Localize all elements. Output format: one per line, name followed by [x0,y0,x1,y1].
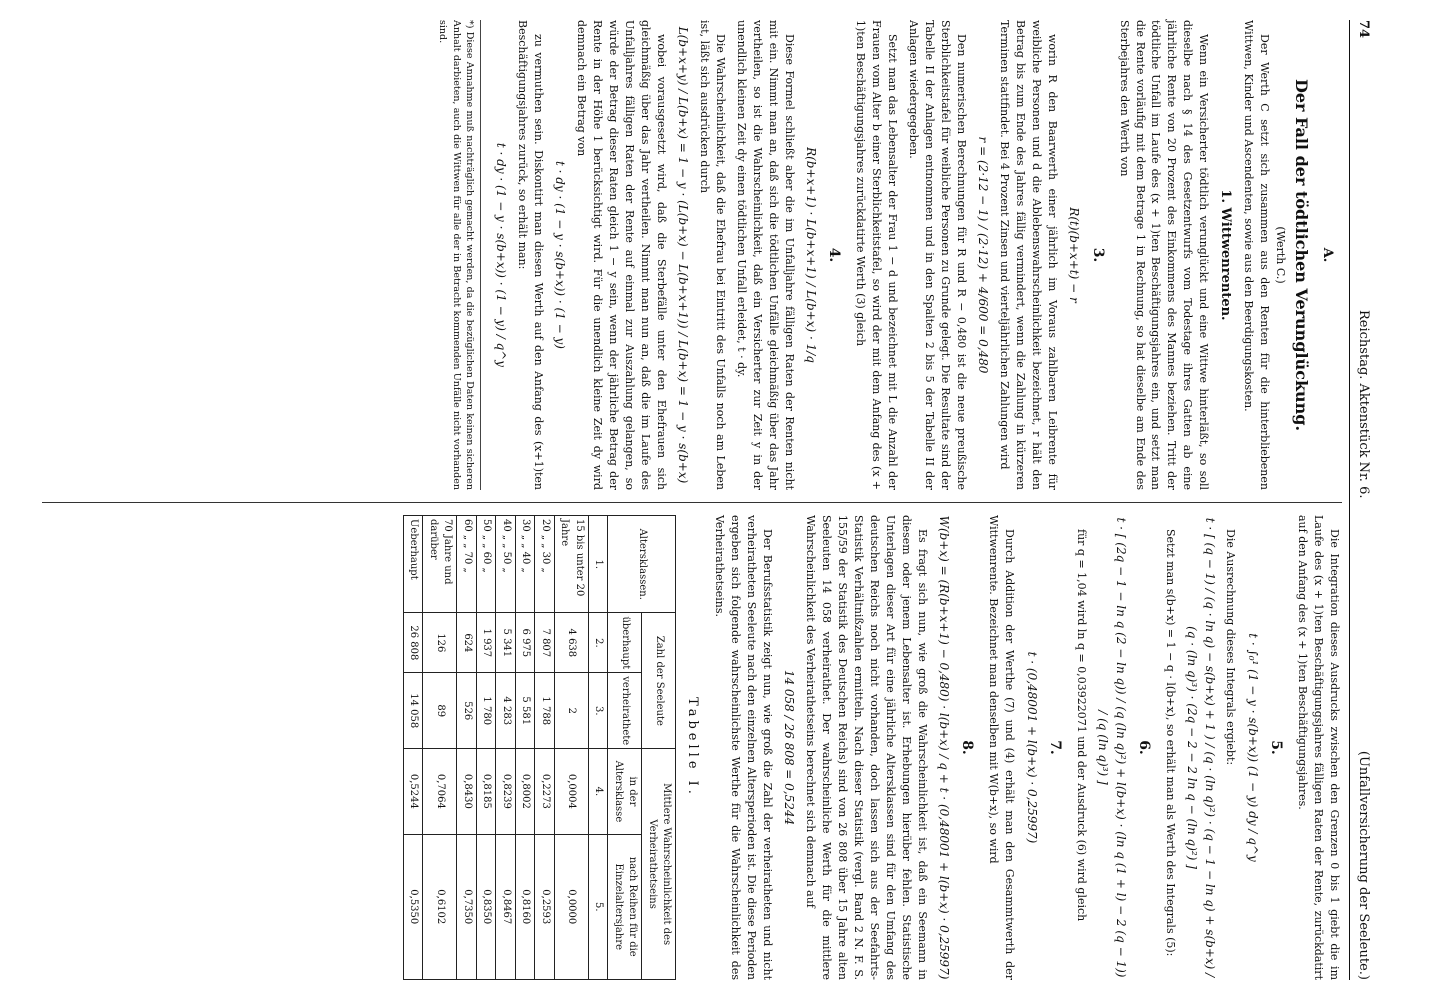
paragraph: Diese Formel schließt aber die im Unfalljahre fälligen Raten der Renten nicht mit ein. Nimmt man an, daß sich die tödtlichen Unfälle gleichmäßig über das Jahr vertheilen, so ist die Wahrscheinlichkeit, daß ein Versicherter zur Zeit y in der unendlich kleinen Zeit dy einen tödtlichen Unfall erleidet, t · dy. [734,20,796,490]
table-cell: 0,2273 [535,749,555,834]
paragraph: Der Berufsstatistik zeigt nun, wie groß die Zahl der verheiratheten und nicht verheiratheten Seeleute nach den einzelnen Altersperioden ist. Die diese Perioden ergeben sich folgende wahrscheinlichste Werthe für die Wahrscheinlichkeit des Verheirathetseins. [712,515,774,980]
paragraph: zu vermuthen sein. Diskontirt man diesen Werth auf den Anfang des (x+1)ten Beschäftigungsjahres zurück, so erhält man: [515,20,545,490]
table-cell: 40 „ „ 50 „ [496,516,516,613]
paragraph: Durch Addition der Werthe (7) und (4) erhält man den Gesammtwerth der Wittwenrente. Bezeichnet man denselben mit W(b+x), so wird [987,515,1017,980]
table-cell: 4 638 [554,613,588,673]
table-cell: 0,7064 [423,749,457,834]
paragraph: Setzt man das Lebensalter der Frau 1 − d und bezeichnet mit L die Anzahl der Frauen vom Alter b einer Sterblichkeitstafel, so wird der mit dem Anfang des (x + 1)ten Beschäftigungsjahres zurückdatirte Werth (3) gleich [854,20,900,490]
table-cell: 5 581 [515,673,535,749]
table-cell: 60 „ „ 70 „ [457,516,477,613]
running-head [1349,20,1372,980]
table-row [496,516,516,980]
table-cell: 126 [423,613,457,673]
table-cell: Ueberhaupt [403,516,423,613]
equation-number: 6. [1135,740,1152,755]
table-cell: 0,8002 [515,749,535,834]
table-cell: 624 [457,613,477,673]
table-cell: 0,8160 [515,834,535,979]
right-column [403,515,1342,980]
page-number: 74 [1356,20,1371,39]
table-header-group: Zahl der Seeleute [642,613,676,749]
footnote: *) Diese Annahme muß nachträglich gemacht werden, da die bezüglichen Daten keinen sicheren Anhalt darbieten, auch die Wittwen für alle der in Betracht kommenden Unfälle nicht vorhanden sind. [435,20,481,490]
table-cell: 0,8467 [496,834,516,979]
table-cell: 30 „ „ 40 „ [515,516,535,613]
formula: 14 058 / 26 808 = 0,5244 [782,669,797,826]
paragraph: Der Werth C setzt sich zusammen aus den Renten für die hinterbliebenen Wittwen, Kinder und Ascendenten, sowie aus den Beerdigungskosten. [1242,20,1272,490]
table-cell: 0,0004 [554,749,588,834]
column-number: 2. [588,613,608,673]
table-cell: 0,8185 [476,749,496,834]
table-cell: 1 788 [535,673,555,749]
table-cell: 1 780 [476,673,496,749]
table-row [457,516,477,980]
table-cell: 0,8239 [496,749,516,834]
table-cell: 14 058 [403,673,423,749]
table-cell: 2 [554,673,588,749]
running-head-title: Reichstag. Aktenstück Nr. 6. [1356,310,1371,499]
paragraph: Die Wahrscheinlichkeit, daß die Ehefrau bei Eintritt des Unfalls noch am Leben ist, läßt sich ausdrücken durch [697,20,727,490]
section-note: (Werth C.) [1273,226,1287,284]
table-cell: 20 „ „ 30 „ [535,516,555,613]
section-title: Der Fall der tödtlichen Verunglückung. [1292,78,1312,432]
column-number: 1. [588,516,608,613]
equation-number: 5. [1268,740,1285,755]
data-table [403,515,677,980]
formula: L(b+x+y) / L(b+x) = 1 − y · (L(b+x) − L(b+x+1)) / L(b+x) = 1 − y · s(b+x) [675,26,690,484]
table-cell: 50 „ „ 60 „ [476,516,496,613]
paragraph: für q = 1,04 wird ln q = 0,03922071 und der Ausdruck (6) wird gleich [1074,529,1088,922]
table-total-row [403,516,423,980]
table-header-mean: Mittlere Wahrscheinlichkeit des Verheirathetseins [642,749,676,980]
section-letter: A. [1320,247,1335,263]
table-cell: 89 [423,673,457,749]
paragraph: Setzt man s(b+x) = 1 − q · l(b+x), so erhält man als Werth des Integrals (5): [1163,529,1177,957]
table-header-age: Altersklassen. [608,516,676,613]
table-cell: 0,5244 [403,749,423,834]
table-cell: 0,7350 [457,834,477,979]
column-number: 4. [588,749,608,834]
formula: t · [ (2q − 1 − ln q (2 − ln q)) / (q (ln q)²) + l(b+x) · (ln q (1 + l) − 2 (q − 1)) / (q (ln q)³) ] [1096,517,1128,978]
column-number: 3. [588,673,608,749]
formula: t · (0,48001 + l(b+x) · 0,25997) [1024,651,1039,844]
formula: t · ∫₀¹ (1 − y · s(b+x)) (1 − y) dy / q^y [1245,633,1260,862]
equation-number: 7. [1046,740,1063,755]
paragraph: Den numerischen Berechnungen für R und R − 0,480 ist die neue preußische Sterblichkeitstafel für weibliche Personen zu Grunde gelegt. Die Resultate sind der Tabelle II der Anlagen entnommen und in den Spalten 2 bis 5 der Tabelle II der Anlagen wiedergegeben. [907,20,968,490]
table-cell: 1 937 [476,613,496,673]
table-cell: 4 283 [496,673,516,749]
table-header-mean-single: nach Reihen für die Einzelaltersjahre [608,834,642,979]
equation-number: 3. [1089,247,1106,263]
formula: t · [ (q − 1) / (q · ln q) − s(b+x) + 1 ) / (q · (ln q)²) · (q − 1 − ln q) + s(b+x) / (q · (ln q)³) · (2q − 2 − 2 ln q − (ln q)²) ] [1185,517,1217,978]
table-cell: 15 bis unter 20 Jahre [554,516,588,613]
formula: t · dy · (1 − y · s(b+x)) · (1 − y) [552,160,567,349]
table-row [423,516,457,980]
paragraph: Die Ausrechnung dieses Integrals ergiebt: [1224,529,1238,766]
column-divider [42,502,1342,503]
table-row [535,516,555,980]
table-cell: 70 Jahre und darüber [423,516,457,613]
table-header-total: überhaupt [608,613,642,673]
paragraph: Wenn ein Versicherter tödtlich verunglückt und eine Wittwe hinterläßt, so soll dieselbe nach § 14 des Gesetzentwurfs vom Todestage ihres Gatten ab eine jährliche Rente von 20 Prozent des Einkommens des Mannes beziehen. Tritt der tödtliche Unfall im Laufe des (x + 1)ten Beschäftigungsjahres ein, und setzt man die Rente vorläufig mit dem Betrage 1 in Rechnung, so hat dieselbe am Ende des Sterbejahres den Werth von [1117,20,1211,490]
table-cell: 0,5350 [403,834,423,979]
table-cell: 0,6102 [423,834,457,979]
table-cell: 7 807 [535,613,555,673]
equation-number: 8. [959,740,976,755]
table-cell: 26 808 [403,613,423,673]
table-cell: 5 341 [496,613,516,673]
table-cell: 0,8430 [457,749,477,834]
formula: W(b+x) = (R(b+x+1) − 0,480) · l(b+x) / q + t · (0,48001 + l(b+x) · 0,25997) [936,515,951,980]
table-title: Tabelle I. [684,697,700,798]
table-cell: 0,0000 [554,834,588,979]
left-column [435,20,1342,490]
formula: R(b+x+1) · L(b+x+1) / L(b+x) · 1/q [804,147,818,363]
paragraph: wobei vorausgesetzt wird, daß die Sterbefälle unter den Ehefrauen sich gleichmäßig über das Jahr vertheilen. Nimmt man nun an, daß die im Laufe des Unfalljahres fälligen Raten der Rente auf einmal zur Auszahlung gelangen, so würde der Betrag dieser Raten gleich 1 − y sein, wenn der jährliche Betrag der Rente in der Höhe 1 berücksichtigt wird. Für die unendlich kleine Zeit dy wird demnach ein Betrag von [574,20,668,490]
table-cell: 0,2593 [535,834,555,979]
running-head-subject: (Unfallversicherung der Seeleute.) [1356,750,1371,980]
formula: r = (2·12 − 1) / (2·12) + 4/600 = 0,480 [976,136,991,374]
table-row [515,516,535,980]
table-header-mean-class: in der Altersklasse [608,749,642,834]
paragraph: Es fragt sich nun, wie groß die Wahrscheinlichkeit ist, daß ein Seemann in diesem oder jenem Lebensalter ist. Erhebungen hierüber fehlen. Statistische Unterlagen dieser Art für eine jährliche Altersklassen sind für den Umfang des deutschen Reichs noch nicht vorhanden, doch lassen sich aus der Seefahrts-Statistik Verhältnißzahlen ermitteln. Nach dieser Statistik (vergl. Band 2 N. F. S. 155/59 der Statistik des Deutschen Reichs) sind von 26 808 über 15 Jahre alten Seeleuten 14 058 verheirathet. Der wahrscheinliche Werth für die mittlere Wahrscheinlichkeit des Verheirathetseins berechnet sich demnach auf [804,515,929,980]
column-number: 5. [588,834,608,979]
formula: t · dy · (1 − y · s(b+x)) · (1 − y) / q^y [493,142,508,368]
subsection-title: 1. Wittwenrenten. [1218,189,1234,321]
paragraph: worin R den Baarwerth einer jährlich im Voraus zahlbaren Leibrente für weibliche Personen und d die Ablebenswahrscheinlichkeit bezeichnet, r hält den Betrag bis zum Ende des Jahres fällig vermindert, wenn die Zahlung in kürzeren Terminen stattfindet. Bei 4 Prozent Zinsen und vierteljährlichen Zahlungen wird [998,20,1059,490]
table-header-married: verheirathete [608,673,642,749]
paragraph: Die Integration dieses Ausdrucks zwischen den Grenzen 0 bis 1 giebt die im Laufe des (x + 1)ten Beschäftigungsjahres fälligen Raten der Rente, zurückdatirt auf den Anfang des (x + 1)ten Beschäftigungsjahres. [1296,515,1341,980]
table-cell: 6 975 [515,613,535,673]
table-cell: 526 [457,673,477,749]
table-row [554,516,588,980]
equation-number: 4. [826,247,843,263]
formula: R(t)(b+x+t) − r [1067,207,1082,303]
table-cell: 0,8350 [476,834,496,979]
table-row [476,516,496,980]
